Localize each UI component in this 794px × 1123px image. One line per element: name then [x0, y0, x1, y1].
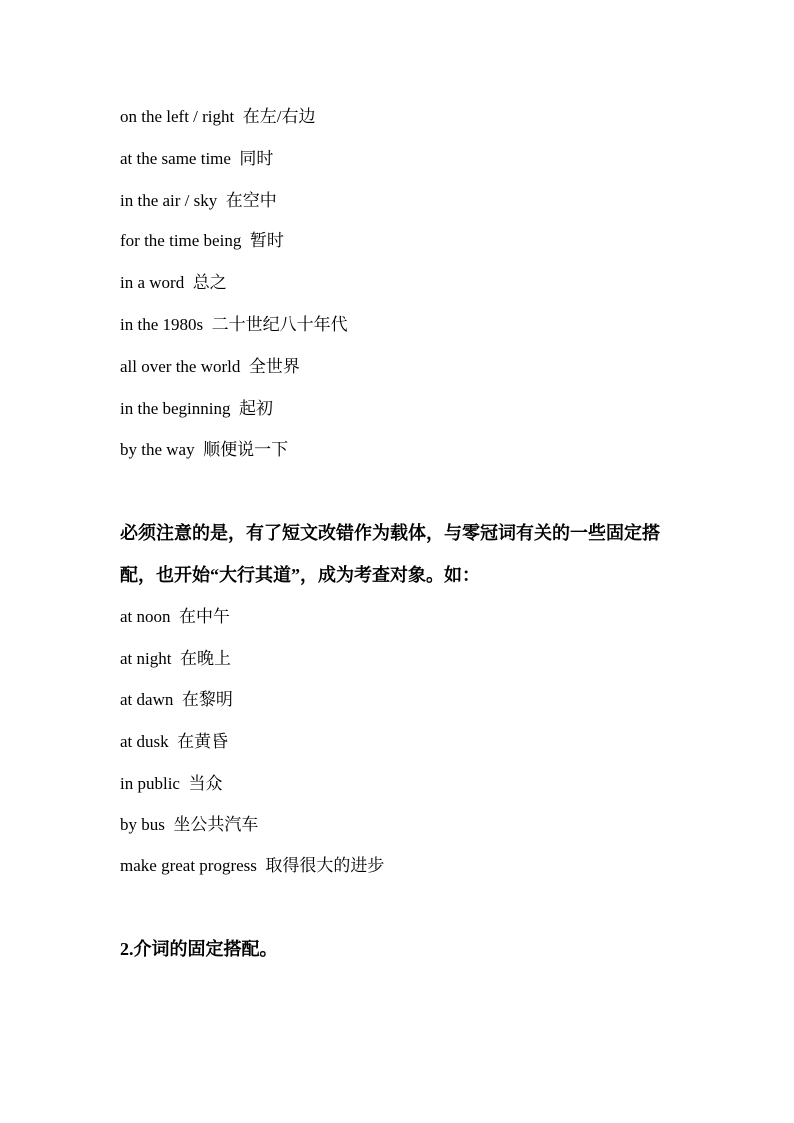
phrase-item: at the same time 同时 — [120, 149, 274, 168]
note-paragraph-line-2: 配，也开始“大行其道”，成为考查对象。如： — [120, 565, 480, 585]
phrase-item: on the left / right 在左/右边 — [120, 107, 316, 126]
phrase-item: in public 当众 — [120, 774, 223, 793]
phrase-item: by bus 坐公共汽车 — [120, 815, 259, 834]
section-heading: 2.介词的固定搭配。 — [120, 939, 278, 959]
phrase-item: at dusk 在黄昏 — [120, 732, 229, 751]
phrase-item: at noon 在中午 — [120, 607, 231, 626]
phrase-item: make great progress 取得很大的进步 — [120, 856, 385, 875]
phrase-item: in the beginning 起初 — [120, 399, 273, 418]
phrase-item: in the air / sky 在空中 — [120, 191, 277, 210]
phrase-item: at night 在晚上 — [120, 649, 231, 668]
phrase-item: all over the world 全世界 — [120, 357, 300, 376]
phrase-item: in the 1980s 二十世纪八十年代 — [120, 315, 348, 334]
phrase-item: for the time being 暂时 — [120, 231, 284, 250]
phrase-item: by the way 顺便说一下 — [120, 440, 289, 459]
phrase-item: at dawn 在黎明 — [120, 690, 233, 709]
note-paragraph-line-1: 必须注意的是，有了短文改错作为载体，与零冠词有关的一些固定搭 — [120, 523, 660, 543]
phrase-item: in a word 总之 — [120, 273, 227, 292]
